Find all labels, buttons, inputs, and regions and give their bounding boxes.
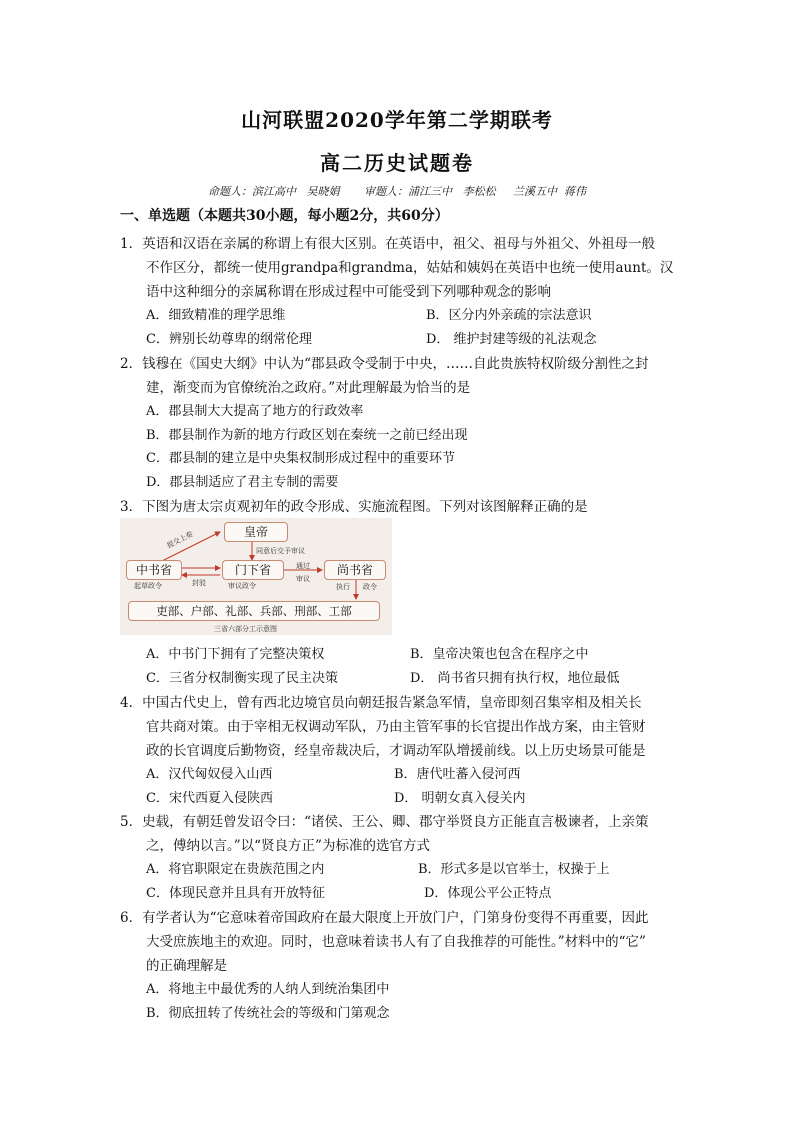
label-seal: 封驳 xyxy=(192,579,206,587)
q4-option-b[interactable]: B．唐代吐蕃入侵河西 xyxy=(394,767,521,782)
q1-option-d[interactable]: D． 维护封建等级的礼法观念 xyxy=(426,332,597,347)
exam-title: 山河联盟2020学年第二学期联考 xyxy=(241,108,553,132)
q1-option-c[interactable]: C．辨别长幼尊卑的纲常伦理 xyxy=(146,332,312,347)
label-submit: 提交上奏 xyxy=(165,530,195,550)
q3-option-b[interactable]: B．皇帝决策也包含在程序之中 xyxy=(410,647,589,662)
q1-option-b[interactable]: B．区分内外亲疏的宗法意识 xyxy=(426,308,592,323)
q4-option-a[interactable]: A．汉代匈奴侵入山西 xyxy=(146,767,273,782)
label-execute: 执行 xyxy=(336,583,350,591)
q4-line2: 官共商对策。由于宰相无权调动军队，乃由主管军事的长官提出作战方案，由主管财 xyxy=(146,719,646,735)
q5-line2: 之，傅纳以言。”以“贤良方正”为标准的选官方式 xyxy=(146,838,430,854)
box-menxia: 门下省 xyxy=(222,560,284,580)
q2-line1: 2．钱穆在《国史大纲》中认为“郡县政令受制于中央，……自此贵族特权阶级分割性之封 xyxy=(120,356,649,372)
q1-option-a[interactable]: A．细致精准的理学思维 xyxy=(146,308,286,323)
q6-line3: 的正确理解是 xyxy=(146,958,227,974)
q2-option-d[interactable]: D．郡县制适应了君主专制的需要 xyxy=(146,475,339,490)
q6-option-b[interactable]: B．彻底扭转了传统社会的等级和门第观念 xyxy=(146,1006,390,1021)
label-decree: 政令 xyxy=(363,583,377,591)
q4-line3: 政的长官调度后勤物资，经皇帝裁决后，才调动军队增援前线。以上历史场景可能是 xyxy=(146,743,646,759)
q1-line3: 语中这种细分的亲属称谓在形成过程中可能受到下列哪种观念的影响 xyxy=(146,284,551,300)
three-departments-diagram xyxy=(120,518,392,635)
exam-subtitle: 高二历史试题卷 xyxy=(320,151,474,175)
q3-option-a[interactable]: A．中书门下拥有了完整决策权 xyxy=(146,647,325,662)
authors-line: 命题人：滨江高中 吴晓娟 审题人：浦江三中 李松松 兰溪五中 蒋伟 xyxy=(208,185,586,198)
q3-option-c[interactable]: C．三省分权制衡实现了民主决策 xyxy=(146,671,338,686)
q2-line2: 建，渐变而为官僚统治之政府。”对此理解最为恰当的是 xyxy=(146,380,471,396)
label-draft: 起草政令 xyxy=(134,582,162,590)
q3-option-d[interactable]: D． 尚书省只拥有执行权，地位最低 xyxy=(410,671,620,686)
q2-option-a[interactable]: A．郡县制大大提高了地方的行政效率 xyxy=(146,404,364,419)
label-pass2: 审议 xyxy=(296,575,310,583)
q6-line1: 6．有学者认为“它意味着帝国政府在最大限度上开放门户，门第身份变得不再重要，因此 xyxy=(120,910,649,926)
q2-option-b[interactable]: B．郡县制作为新的地方行政区划在秦统一之前已经出现 xyxy=(146,428,468,443)
q2-option-c[interactable]: C．郡县制的建立是中央集权制形成过程中的重要环节 xyxy=(146,451,455,466)
q6-option-a[interactable]: A．将地主中最优秀的人纳人到统治集团中 xyxy=(146,982,390,997)
box-zhongshu: 中书省 xyxy=(126,560,182,580)
q1-line2: 不作区分，都统一使用grandpa和grandma，姑姑和姨妈在英语中也统一使用aunt。汉 xyxy=(146,260,674,276)
label-review: 审议政令 xyxy=(228,582,256,590)
q5-line1: 5．史载，有朝廷曾发诏令曰：“诸侯、王公、卿、郡守举贤良方正能直言极谏者，上亲策 xyxy=(120,814,649,830)
q6-line2: 大受庶族地主的欢迎。同时，也意味着读书人有了自我推荐的可能性。”材料中的“它” xyxy=(146,934,646,950)
q3-line1: 3．下图为唐太宗贞观初年的政令形成、实施流程图。下列对该图解释正确的是 xyxy=(120,499,588,515)
q5-option-b[interactable]: B．形式多是以官举士，权操于上 xyxy=(418,862,610,877)
q4-option-c[interactable]: C．宋代西夏入侵陕西 xyxy=(146,791,273,806)
q5-option-d[interactable]: D．体现公平公正特点 xyxy=(424,886,552,901)
label-pass1: 通过 xyxy=(296,562,310,570)
q5-option-c[interactable]: C．体现民意并且具有开放特征 xyxy=(146,886,325,901)
box-six-ministries: 吏部、户部、礼部、兵部、刑部、工部 xyxy=(128,601,380,621)
section-heading: 一、单选题（本题共30小题，每小题2分，共60分） xyxy=(120,208,449,224)
label-approve: 同意后交予审议 xyxy=(256,547,305,555)
q5-option-a[interactable]: A．将官职限定在贵族范围之内 xyxy=(146,862,325,877)
box-emperor: 皇帝 xyxy=(224,522,288,542)
box-shangshu: 尚书省 xyxy=(324,560,386,580)
q1-line1: 1．英语和汉语在亲属的称谓上有很大区别。在英语中，祖父、祖母与外祖父、外祖母一般 xyxy=(120,236,656,252)
q4-option-d[interactable]: D． 明朝女真入侵关内 xyxy=(394,791,526,806)
diagram-caption: 三省六部分工示意图 xyxy=(214,625,277,633)
q4-line1: 4．中国古代史上，曾有西北边境官员向朝廷报告紧急军情，皇帝即刻召集宰相及相关长 xyxy=(120,695,642,711)
